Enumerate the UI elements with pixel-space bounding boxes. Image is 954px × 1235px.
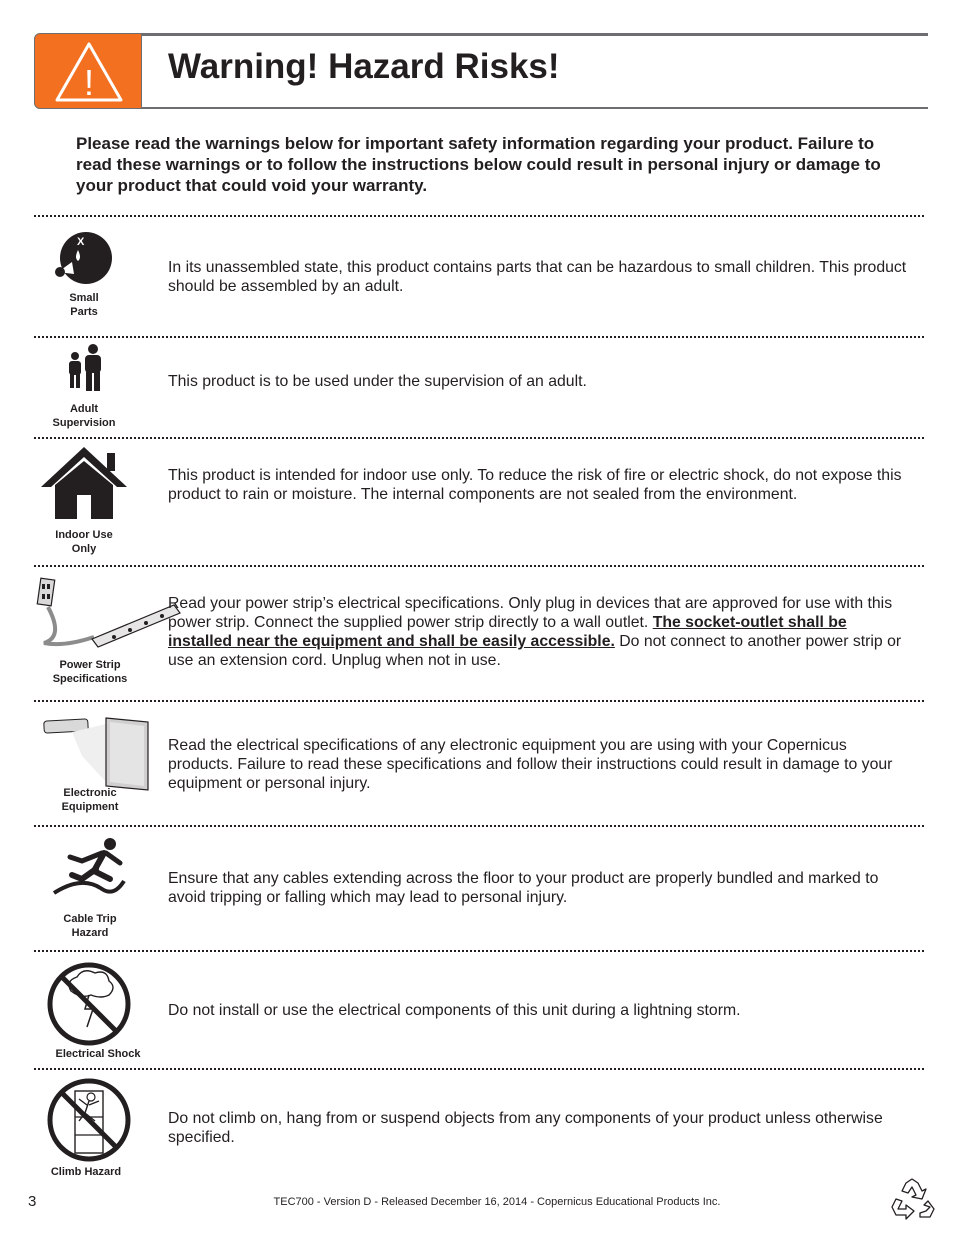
electrical-shock-icon (45, 961, 133, 1052)
page-number: 3 (28, 1193, 37, 1210)
warning-triangle-icon (35, 34, 143, 110)
recycle-icon (886, 1177, 938, 1226)
separator (34, 1068, 924, 1070)
adult-supervision-icon (66, 344, 104, 397)
icon-label: Cable Trip Hazard (63, 913, 117, 939)
header-top-rule (142, 33, 928, 36)
warning-text-emphasis: The socket-outlet shall be installed near the equipment and shall be easily accessible. (168, 614, 847, 650)
warning-banner (34, 33, 142, 109)
warning-text: Read your power strip’s electrical specifications. Only plug in devices that are approved for use with this power strip. Connect the supplied power strip directly to a wall outlet. The socket-outlet shall be installed near the equipment and shall be easily accessible. Do not connect to another power strip or use an extension cord. Unplug when not in use. (168, 595, 902, 669)
intro-paragraph: Please read the warnings below for important safety information regarding your product. Failure to read these warnings or to follow the instructions below could result in personal injury or damage to your product that could void your warranty. (76, 134, 881, 195)
svg-text:!: ! (83, 62, 95, 103)
separator (34, 437, 924, 439)
climb-hazard-icon (45, 1077, 133, 1168)
footer-text: TEC700 - Version D - Released December 16, 2014 - Copernicus Educational Products Inc. (273, 1196, 721, 1208)
cable-trip-icon (52, 835, 128, 900)
indoor-use-icon (41, 445, 127, 526)
page-title: Warning! Hazard Risks! (168, 47, 560, 86)
warning-text: Ensure that any cables extending across the floor to your product are properly bundled and marked to avoid tripping or falling which may lead to personal injury. (168, 870, 879, 906)
icon-label: Power Strip Specifications (52, 659, 128, 685)
separator (34, 700, 924, 702)
svg-text:X: X (77, 236, 85, 248)
separator (34, 336, 924, 338)
icon-label: Adult Supervision (52, 403, 116, 429)
icon-label: Climb Hazard (50, 1166, 122, 1178)
icon-label: Electronic Equipment (61, 787, 119, 813)
page-header (34, 33, 928, 109)
header-bottom-rule (142, 107, 928, 109)
icon-label: Small Parts (69, 292, 99, 318)
small-parts-icon (52, 228, 114, 291)
separator (34, 825, 924, 827)
warning-text: Do not climb on, hang from or suspend objects from any components of your product unless otherwise specified. (168, 1110, 883, 1146)
warning-text: In its unassembled state, this product contains parts that can be hazardous to small children. This product should be assembled by an adult. (168, 259, 907, 295)
warning-text: Do not install or use the electrical components of this unit during a lightning storm. (168, 1002, 741, 1019)
separator (34, 215, 924, 217)
warning-text: This product is to be used under the supervision of an adult. (168, 373, 587, 390)
warning-text: This product is intended for indoor use only. To reduce the risk of fire or electric shock, do not expose this product to rain or moisture. The internal components are not sealed from the environment. (168, 467, 902, 503)
separator (34, 950, 924, 952)
warning-text: Read the electrical specifications of any electronic equipment you are using with your Copernicus products. Failure to read these specifications and follow their instructions could result in damage to your equipment or personal injury. (168, 737, 893, 792)
power-strip-icon (34, 577, 184, 658)
icon-label: Indoor Use Only (55, 529, 113, 555)
icon-label: Electrical Shock (55, 1048, 141, 1060)
separator (34, 565, 924, 567)
